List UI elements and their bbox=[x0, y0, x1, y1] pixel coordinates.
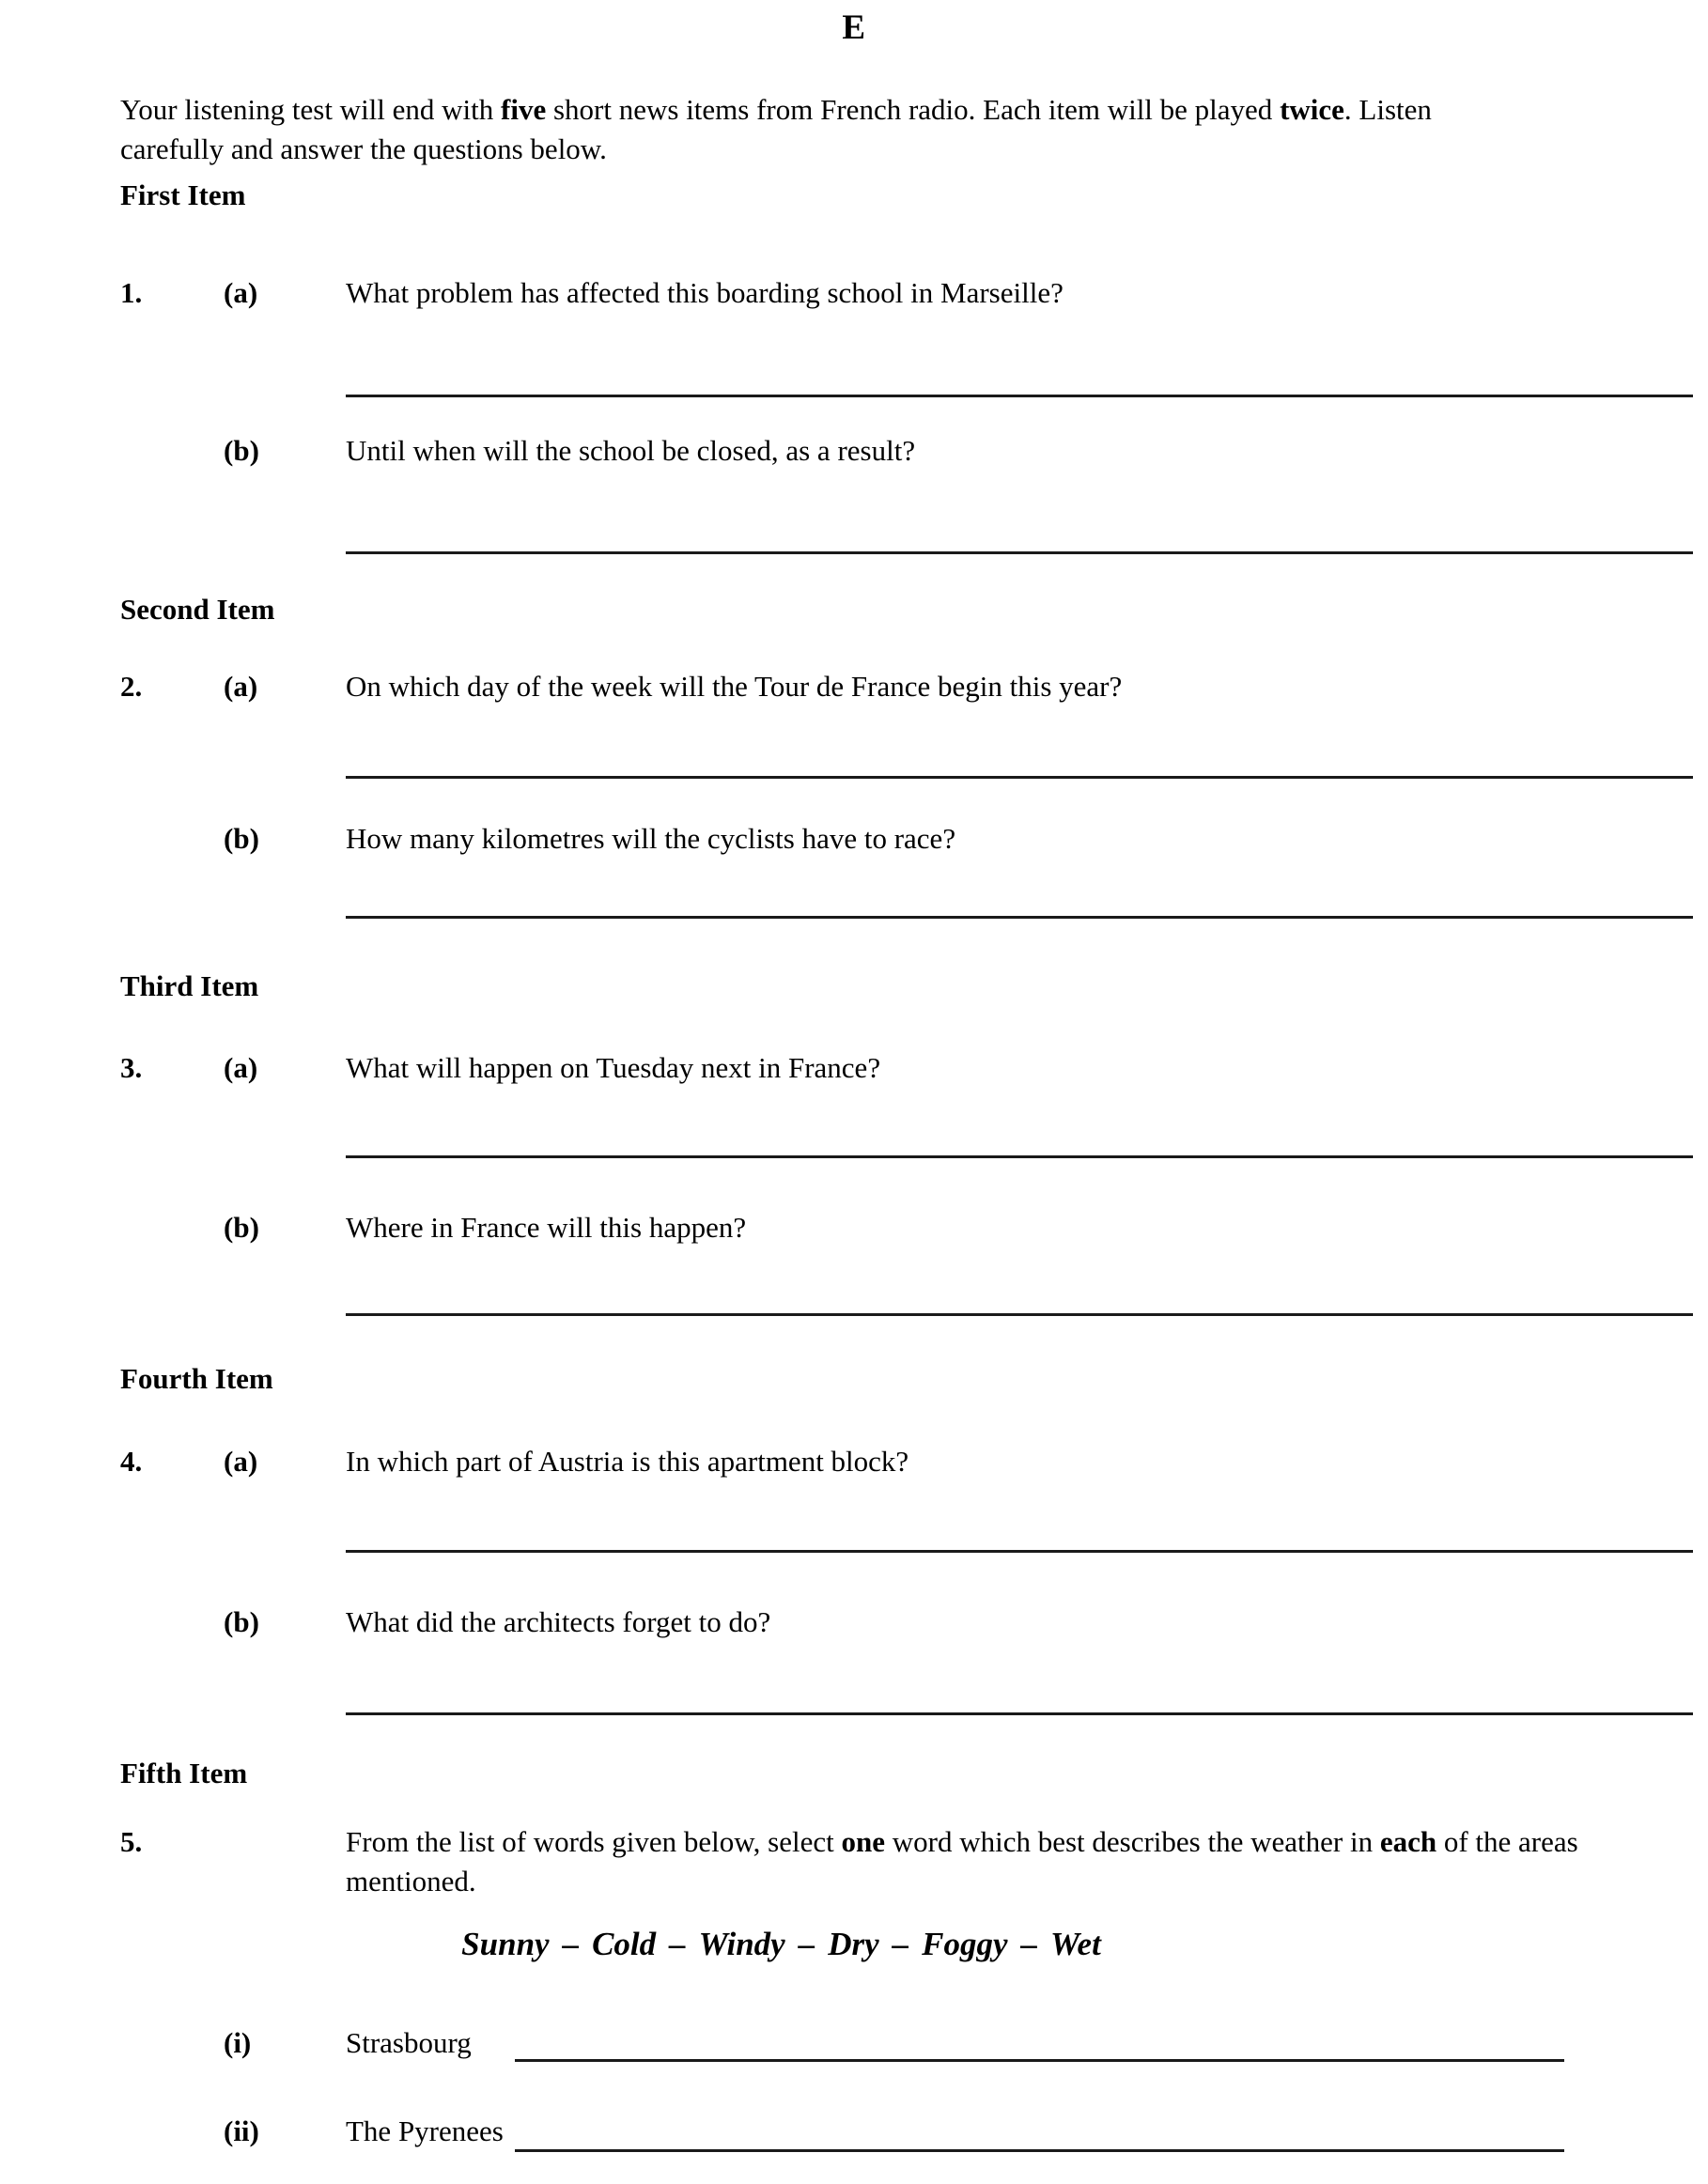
word-option-windy: Windy bbox=[698, 1926, 785, 1962]
word-separator-5: – bbox=[1020, 1926, 1038, 1962]
question-part-4a: (a) bbox=[224, 1445, 258, 1478]
section-heading-second-item: Second Item bbox=[120, 593, 275, 626]
intro-emphasis-twice: twice bbox=[1280, 93, 1344, 126]
q5-text-part-1: From the list of words given below, select bbox=[346, 1825, 842, 1858]
question-part-2b: (b) bbox=[224, 822, 259, 855]
area-marker-i: (i) bbox=[224, 2026, 252, 2059]
question-part-1b: (b) bbox=[224, 434, 259, 467]
weather-word-bank bbox=[120, 1924, 1588, 1965]
answer-line-4a[interactable] bbox=[346, 1550, 1693, 1553]
answer-line-3b[interactable] bbox=[346, 1313, 1693, 1316]
q5-emphasis-each: each bbox=[1379, 1825, 1437, 1858]
question-number-2: 2. bbox=[120, 670, 143, 703]
answer-line-pyrenees[interactable] bbox=[515, 2149, 1564, 2152]
question-text-5 bbox=[346, 1822, 1588, 1901]
question-text-2a: On which day of the week will the Tour de France begin this year? bbox=[346, 670, 1123, 703]
area-label-strasbourg: Strasbourg bbox=[346, 2026, 472, 2059]
q5-text-part-3: of the areas mentioned. bbox=[346, 1825, 1578, 1897]
word-option-cold: Cold bbox=[592, 1926, 657, 1962]
section-heading-third-item: Third Item bbox=[120, 969, 259, 1002]
question-part-2a: (a) bbox=[224, 670, 258, 703]
question-text-2b: How many kilometres will the cyclists have to race? bbox=[346, 822, 956, 855]
answer-line-4b[interactable] bbox=[346, 1712, 1693, 1715]
word-option-wet: Wet bbox=[1050, 1926, 1101, 1962]
word-separator-4: – bbox=[892, 1926, 909, 1962]
area-label-pyrenees: The Pyrenees bbox=[346, 2114, 504, 2147]
question-text-1b: Until when will the school be closed, as a result? bbox=[346, 434, 916, 467]
question-text-1a: What problem has affected this boarding school in Marseille? bbox=[346, 276, 1064, 309]
question-part-1a: (a) bbox=[224, 276, 258, 309]
word-separator-3: – bbox=[798, 1926, 815, 1962]
question-text-3b: Where in France will this happen? bbox=[346, 1211, 747, 1244]
intro-emphasis-five: five bbox=[501, 93, 547, 126]
answer-line-1b[interactable] bbox=[346, 551, 1693, 554]
page-section-letter: E bbox=[842, 8, 866, 47]
question-number-5: 5. bbox=[120, 1825, 143, 1858]
question-text-4b: What did the architects forget to do? bbox=[346, 1605, 771, 1638]
intro-text-part-1: Your listening test will end with bbox=[120, 93, 502, 126]
question-number-1: 1. bbox=[120, 276, 143, 309]
section-heading-fifth-item: Fifth Item bbox=[120, 1757, 248, 1789]
answer-line-strasbourg[interactable] bbox=[515, 2059, 1564, 2062]
answer-line-1a[interactable] bbox=[346, 395, 1693, 397]
question-number-4: 4. bbox=[120, 1445, 143, 1478]
q5-emphasis-one: one bbox=[841, 1825, 885, 1858]
intro-text-part-3: . Listen carefully and answer the questions below. bbox=[120, 93, 1432, 165]
word-option-sunny: Sunny bbox=[461, 1926, 550, 1962]
area-marker-ii: (ii) bbox=[224, 2114, 259, 2147]
question-part-3b: (b) bbox=[224, 1211, 259, 1244]
word-separator-1: – bbox=[562, 1926, 580, 1962]
question-part-4b: (b) bbox=[224, 1605, 259, 1638]
section-heading-first-item: First Item bbox=[120, 178, 246, 211]
question-text-4a: In which part of Austria is this apartment block? bbox=[346, 1445, 909, 1478]
word-separator-2: – bbox=[669, 1926, 686, 1962]
question-text-3a: What will happen on Tuesday next in France? bbox=[346, 1051, 881, 1084]
word-option-dry: Dry bbox=[828, 1926, 879, 1962]
answer-line-2b[interactable] bbox=[346, 916, 1693, 919]
answer-line-2a[interactable] bbox=[346, 776, 1693, 779]
section-heading-fourth-item: Fourth Item bbox=[120, 1362, 273, 1395]
answer-line-3a[interactable] bbox=[346, 1155, 1693, 1158]
intro-text-part-2: short news items from French radio. Each item will be played bbox=[546, 93, 1281, 126]
question-part-3a: (a) bbox=[224, 1051, 258, 1084]
question-number-3: 3. bbox=[120, 1051, 143, 1084]
word-option-foggy: Foggy bbox=[922, 1926, 1008, 1962]
intro-paragraph bbox=[120, 90, 1511, 169]
q5-text-part-2: word which best describes the weather in bbox=[884, 1825, 1380, 1858]
